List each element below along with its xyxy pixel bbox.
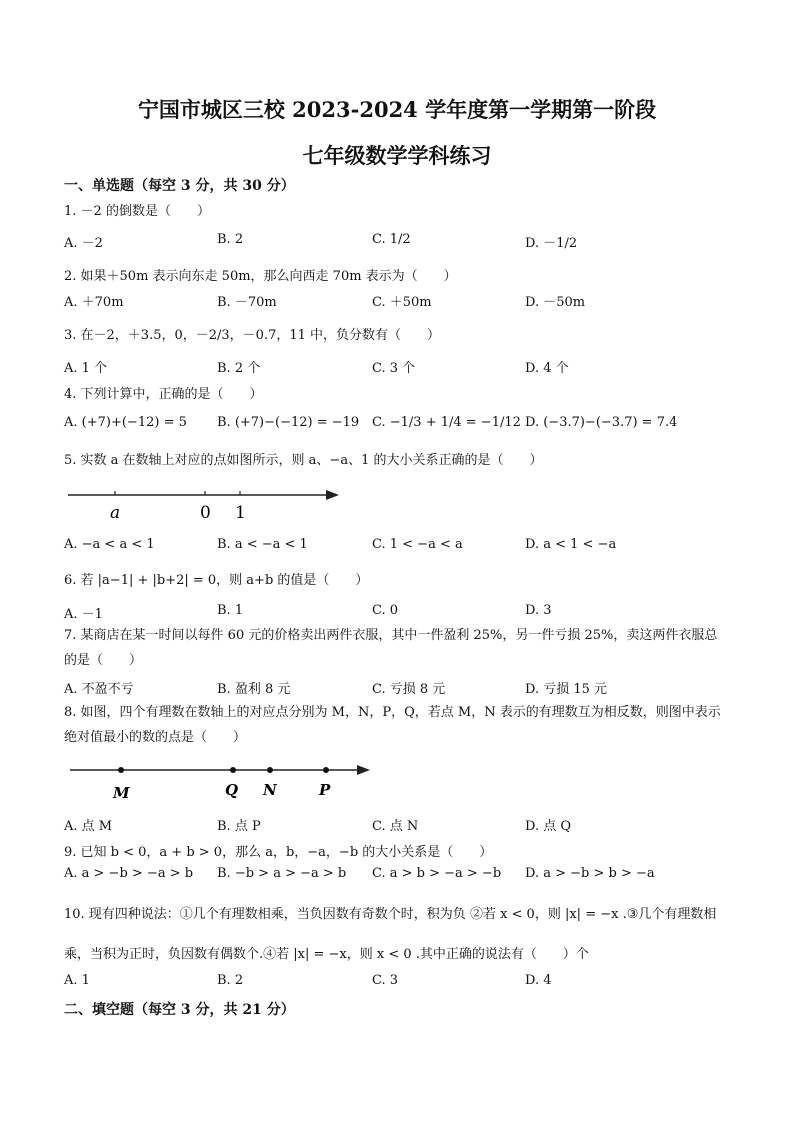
question-7: 7. 某商店在某一时间以每件 60 元的价格卖出两件衣服，其中一件盈利 25%，另一件亏损 25%，卖这两件衣服总的是（ ）	[64, 628, 718, 668]
options-q7	[64, 678, 744, 700]
question-3: 3. 在－2，＋3.5，0，－2/3，－0.7，11 中，负分数有（ ）	[64, 328, 441, 343]
label-a: a	[110, 503, 121, 522]
option-a: A. 1	[64, 973, 90, 988]
option-a: A. 1 个	[64, 361, 108, 376]
question-5: 5. 实数 a 在数轴上对应的点如图所示，则 a、−a、1 的大小关系正确的是（ ）	[64, 453, 543, 468]
options-q4	[64, 415, 744, 437]
option-c: C. −1/3 + 1/4 = −1/12	[372, 415, 521, 430]
label-p: P	[319, 781, 331, 799]
options-q1	[64, 232, 744, 254]
option-c: C. 亏损 8 元	[372, 682, 446, 697]
option-a: A. a > −b > −a > b	[64, 866, 194, 881]
option-b: B. 1	[217, 603, 244, 618]
option-c: C. ＋50m	[372, 295, 432, 310]
number-line-q5	[64, 480, 354, 522]
label-0: 0	[200, 503, 211, 522]
option-b: B. 2 个	[217, 361, 261, 376]
label-q: Q	[225, 781, 239, 799]
label-1: 1	[235, 503, 246, 522]
option-c: C. 3	[372, 973, 399, 988]
page-title: 宁国市城区三校 2023-2024 学年度第一学期第一阶段	[137, 97, 657, 122]
option-c: C. a > b > −a > −b	[372, 866, 502, 881]
options-q2	[64, 291, 744, 313]
axis-arrow	[357, 765, 370, 775]
question-10: 10. 现有四种说法：①几个有理数相乘，当负因数有奇数个时，积为负 ②若 x < 0，则 |x| = −x .③几个有理数相乘，当积为正时，负因数有偶数个.④若 |x| = −x，则 x < 0 .其中正确的说法有（ ）个	[64, 907, 717, 962]
option-a: A. 点 M	[64, 819, 113, 834]
option-d: D. －50m	[525, 295, 586, 310]
option-a: A. －2	[64, 236, 103, 251]
option-a: A. (+7)+(−12) = 5	[64, 415, 187, 430]
option-d: D. 4	[525, 973, 552, 988]
option-a: A. －1	[64, 607, 103, 622]
option-d: D. 4 个	[525, 361, 569, 376]
options-q6	[64, 603, 744, 625]
options-q8	[64, 815, 744, 837]
option-b: B. 盈利 8 元	[217, 682, 291, 697]
number-line-q8	[64, 758, 384, 802]
options-q10	[64, 973, 744, 995]
option-b: B. 点 P	[217, 819, 261, 834]
option-d: D. (−3.7)−(−3.7) = 7.4	[525, 415, 678, 430]
option-a: A. ＋70m	[64, 295, 124, 310]
point-n	[267, 767, 273, 773]
option-d: D. 3	[525, 603, 552, 618]
label-m: M	[113, 784, 130, 802]
question-8: 8. 如图，四个有理数在数轴上的对应点分别为 M，N，P，Q，若点 M，N 表示的有理数互为相反数，则图中表示绝对值最小的数的点是（ ）	[64, 705, 721, 745]
label-n: N	[263, 781, 277, 799]
option-b: B. (+7)−(−12) = −19	[217, 415, 360, 430]
option-d: D. a > −b > b > −a	[525, 866, 655, 881]
option-b: B. 2	[217, 973, 244, 988]
option-d: D. 亏损 15 元	[525, 682, 608, 697]
option-c: C. 1/2	[372, 232, 411, 247]
options-q9	[64, 866, 744, 888]
option-b: B. －70m	[217, 295, 277, 310]
option-b: B. 2	[217, 232, 244, 247]
question-9: 9. 已知 b < 0，a + b > 0，那么 a，b，−a，−b 的大小关系是（ ）	[64, 845, 493, 860]
option-b: B. −b > a > −a > b	[217, 866, 347, 881]
option-c: C. 3 个	[372, 361, 416, 376]
point-q	[230, 767, 236, 773]
options-q3	[64, 357, 744, 379]
option-d: D. －1/2	[525, 236, 578, 251]
axis-arrow	[326, 490, 339, 500]
option-c: C. 0	[372, 603, 399, 618]
question-6: 6. 若 |a−1| + |b+2| = 0，则 a+b 的值是（ ）	[64, 573, 369, 588]
options-q5	[64, 537, 744, 559]
option-b: B. a < −a < 1	[217, 537, 308, 552]
option-a: A. 不盈不亏	[64, 682, 134, 697]
option-c: C. 点 N	[372, 819, 419, 834]
question-2: 2. 如果＋50m 表示向东走 50m，那么向西走 70m 表示为（ ）	[64, 269, 457, 284]
option-d: D. a < 1 < −a	[525, 537, 617, 552]
question-4: 4. 下列计算中，正确的是（ ）	[64, 387, 263, 402]
question-1: 1. －2 的倒数是（ ）	[64, 204, 210, 219]
section-heading-2: 二、填空题（每空 3 分，共 21 分）	[64, 1002, 295, 1018]
option-a: A. −a < a < 1	[64, 537, 155, 552]
section-heading-1: 一、单选题（每空 3 分，共 30 分）	[64, 178, 295, 194]
option-c: C. 1 < −a < a	[372, 537, 463, 552]
point-p	[323, 767, 329, 773]
page-subtitle: 七年级数学学科练习	[302, 143, 492, 168]
point-m	[118, 767, 124, 773]
option-d: D. 点 Q	[525, 819, 572, 834]
